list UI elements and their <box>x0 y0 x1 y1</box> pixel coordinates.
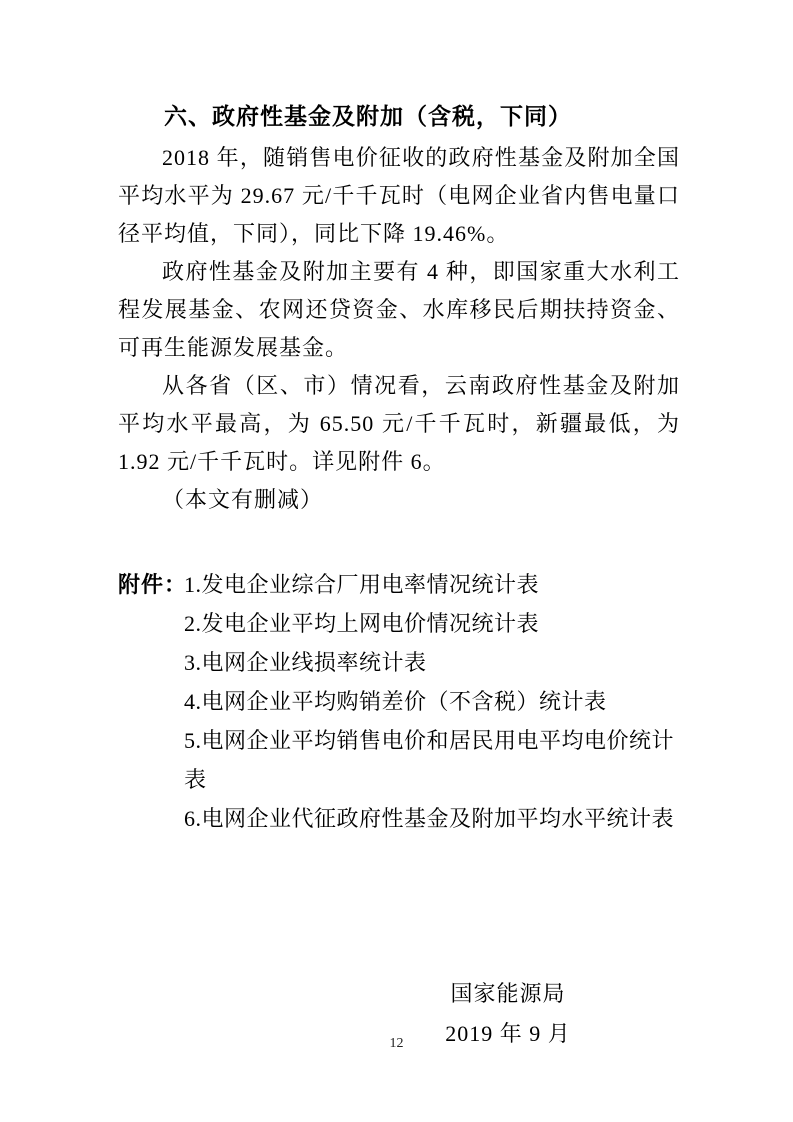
attachments-list <box>184 565 680 838</box>
paragraph-province-comparison: 从各省（区、市）情况看，云南政府性基金及附加平均水平最高，为 65.50 元/千千瓦时，新疆最低，为 1.92 元/千千瓦时。详见附件 6。 <box>118 373 680 474</box>
page-number: 12 <box>389 1036 404 1051</box>
paragraph-overview: 2018 年，随销售电价征收的政府性基金及附加全国平均水平为 29.67 元/千千瓦时（电网企业省内售电量口径平均值，下同），同比下降 19.46%。 <box>118 145 680 246</box>
attachment-item-5: 5.电网企业平均销售电价和居民用电平均电价统计表 <box>184 728 675 792</box>
attachments-block <box>118 565 680 838</box>
attachment-item-3: 3.电网企业线损率统计表 <box>184 650 427 675</box>
attachment-item-4: 4.电网企业平均购销差价（不含税）统计表 <box>184 689 607 714</box>
paragraph-abridged-note: （本文有删减） <box>162 487 324 512</box>
signature-date: 2019 年 9 月 <box>445 1021 571 1046</box>
attachment-item-1: 1.发电企业综合厂用电率情况统计表 <box>184 572 540 597</box>
paragraph-fund-types: 政府性基金及附加主要有 4 种，即国家重大水利工程发展基金、农网还贷资金、水库移民后期扶持资金、可再生能源发展基金。 <box>118 259 680 360</box>
attachment-item-2: 2.发电企业平均上网电价情况统计表 <box>184 611 540 636</box>
attachments-label: 附件： <box>118 572 188 597</box>
signature-issuer: 国家能源局 <box>450 981 566 1006</box>
attachment-item-6: 6.电网企业代征政府性基金及附加平均水平统计表 <box>184 806 675 831</box>
section-heading: 六、政府性基金及附加（含税，下同） <box>164 103 572 129</box>
